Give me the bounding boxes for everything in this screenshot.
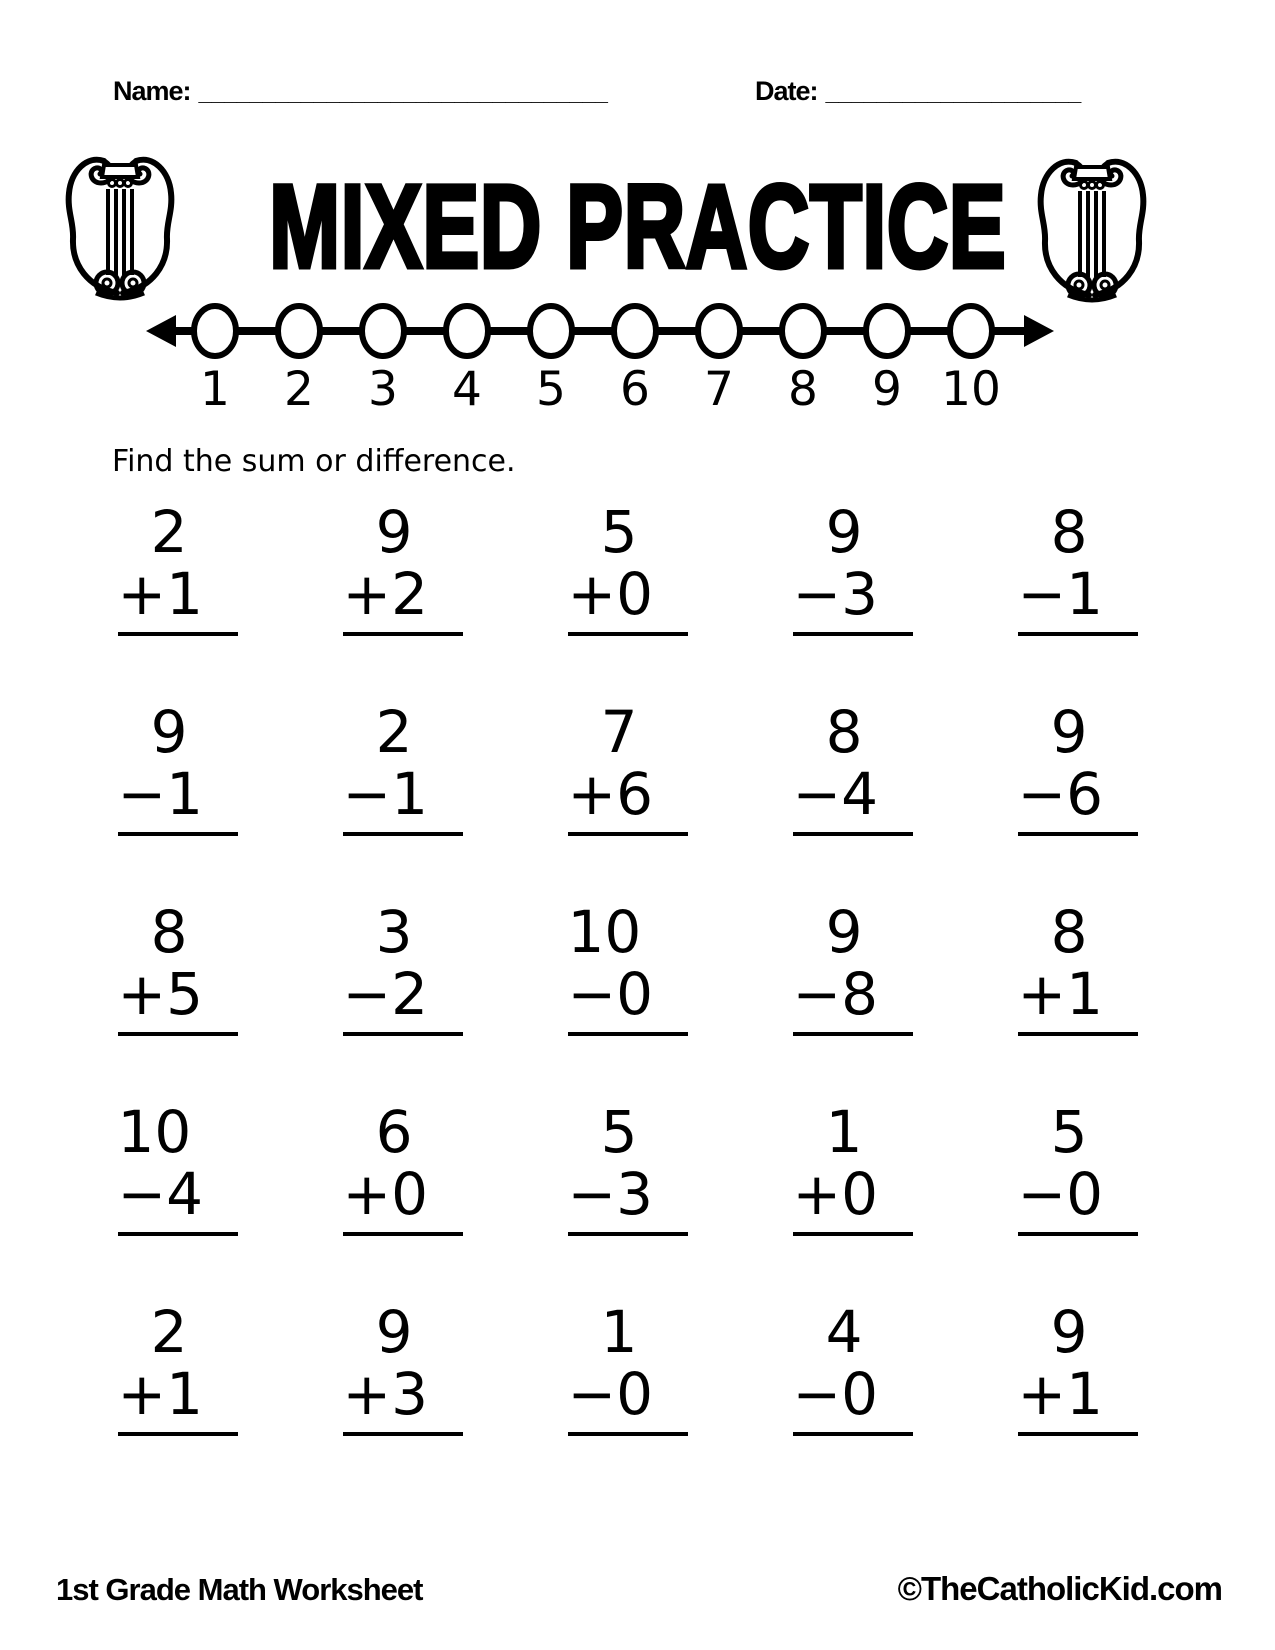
answer-line [1018,832,1138,836]
math-problem [567,698,688,903]
number-line [140,300,1090,418]
bottom-operand: 5 [166,960,204,1028]
math-problem [792,498,913,703]
operator-sign: − [567,1160,617,1228]
bottom-row [1017,960,1138,1028]
bottom-operand: 6 [1066,760,1104,828]
top-operand: 5 [600,1098,638,1166]
math-problem [792,898,913,1103]
number-line-label: 9 [872,362,902,417]
bottom-operand: 1 [166,760,204,828]
math-problem [342,1298,463,1503]
top-operand: 5 [600,498,638,566]
operator-sign: − [567,960,617,1028]
bottom-row [342,560,463,628]
answer-line [793,832,913,836]
number-line-point [950,306,992,356]
answer-line [793,1232,913,1236]
bottom-operand: 4 [841,760,879,828]
top-operand: 8 [1050,898,1088,966]
math-problem [567,1298,688,1503]
page-title [0,161,1275,293]
answer-line [118,1232,238,1236]
math-problem [117,1098,238,1303]
top-operand: 9 [375,1298,413,1366]
bottom-operand: 4 [166,1160,204,1228]
bottom-operand: 3 [391,1360,429,1428]
operator-sign: + [342,1360,392,1428]
top-operand: 9 [825,898,863,966]
bottom-operand: 0 [616,960,654,1028]
date-field [755,76,1081,107]
number-line-point [782,306,824,356]
operator-sign: − [567,1360,617,1428]
page-title-text: MIXED PRACTICE [268,161,1007,293]
top-operand: 2 [375,698,413,766]
math-problem [567,498,688,703]
bottom-row [792,1160,913,1228]
number-line-label: 2 [284,362,314,417]
operator-sign: − [117,760,167,828]
bottom-row [567,960,688,1028]
bottom-row [117,960,238,1028]
answer-line [118,1032,238,1036]
bottom-row [117,560,238,628]
math-problem [117,498,238,703]
number-line-graphic [140,300,1060,362]
top-operand: 8 [825,698,863,766]
operator-sign: + [567,760,617,828]
number-line-point [194,306,236,356]
operator-sign: − [1017,760,1067,828]
math-problem [342,698,463,903]
math-problem [1017,1298,1138,1503]
footer-worksheet-label: 1st Grade Math Worksheet [56,1572,423,1607]
answer-line [343,1232,463,1236]
math-problem [117,1298,238,1503]
bottom-row [567,1360,688,1428]
answer-line [1018,632,1138,636]
bottom-row [792,760,913,828]
top-operand: 8 [1050,498,1088,566]
operator-sign: − [792,960,842,1028]
math-problem [342,898,463,1103]
operator-sign: − [792,760,842,828]
bottom-row [1017,1360,1138,1428]
top-operand: 9 [1050,698,1088,766]
bottom-row [1017,760,1138,828]
answer-line [1018,1232,1138,1236]
top-operand: 7 [600,698,638,766]
bottom-operand: 1 [1066,560,1104,628]
bottom-row [117,1160,238,1228]
bottom-operand: 2 [391,560,429,628]
number-line-point [362,306,404,356]
operator-sign: + [342,1160,392,1228]
operator-sign: − [792,1360,842,1428]
answer-line [568,1232,688,1236]
math-problem [792,1098,913,1303]
top-operand: 8 [150,898,188,966]
top-operand: 3 [375,898,413,966]
bottom-row [342,1360,463,1428]
number-line-label: 5 [536,362,566,417]
bottom-row [792,560,913,628]
answer-line [343,832,463,836]
top-operand: 10 [567,898,642,966]
number-line-point [614,306,656,356]
operator-sign: − [342,760,392,828]
top-operand: 1 [600,1298,638,1366]
bottom-row [342,960,463,1028]
number-line-label: 3 [368,362,398,417]
name-label: Name: [113,76,191,106]
math-problem [342,498,463,703]
bottom-operand: 0 [1066,1160,1104,1228]
math-problem [117,898,238,1103]
answer-line [343,1432,463,1436]
bottom-row [792,960,913,1028]
footer-copyright: ©TheCatholicKid.com [897,1570,1222,1607]
bottom-row [1017,560,1138,628]
bottom-operand: 8 [841,960,879,1028]
top-operand: 5 [1050,1098,1088,1166]
top-operand: 9 [825,498,863,566]
answer-line [568,1032,688,1036]
operator-sign: − [342,960,392,1028]
top-operand: 9 [150,698,188,766]
bottom-operand: 1 [1066,960,1104,1028]
top-operand: 1 [825,1098,863,1166]
top-operand: 10 [117,1098,192,1166]
bottom-operand: 3 [841,560,879,628]
bottom-row [567,1160,688,1228]
top-operand: 4 [825,1298,863,1366]
operator-sign: + [117,560,167,628]
bottom-row [117,760,238,828]
number-line-point [866,306,908,356]
bottom-operand: 1 [166,560,204,628]
answer-line [568,632,688,636]
number-line-label: 8 [788,362,818,417]
name-field [113,76,608,107]
number-line-point [446,306,488,356]
top-operand: 9 [375,498,413,566]
number-line-label: 4 [452,362,482,417]
number-line-point [698,306,740,356]
answer-line [343,632,463,636]
date-label: Date: [755,76,818,106]
bottom-row [117,1360,238,1428]
number-line-label: 7 [704,362,734,417]
answer-line [343,1032,463,1036]
operator-sign: + [567,560,617,628]
bottom-operand: 0 [841,1360,879,1428]
math-problem [567,1098,688,1303]
operator-sign: − [1017,1160,1067,1228]
bottom-operand: 6 [616,760,654,828]
bottom-operand: 0 [841,1160,879,1228]
bottom-row [567,760,688,828]
answer-line [118,832,238,836]
bottom-operand: 0 [616,560,654,628]
bottom-row [1017,1160,1138,1228]
bottom-row [567,560,688,628]
top-operand: 2 [150,1298,188,1366]
number-line-label: 10 [941,362,1001,417]
answer-line [1018,1432,1138,1436]
answer-line [1018,1032,1138,1036]
operator-sign: − [1017,560,1067,628]
math-problem [342,1098,463,1303]
problems-grid [55,498,1180,1503]
bottom-operand: 1 [391,760,429,828]
bottom-operand: 0 [616,1360,654,1428]
operator-sign: + [1017,1360,1067,1428]
operator-sign: − [792,560,842,628]
answer-line [118,1432,238,1436]
number-line-label: 1 [200,362,230,417]
number-line-label: 6 [620,362,650,417]
top-operand: 6 [375,1098,413,1166]
operator-sign: + [1017,960,1067,1028]
top-operand: 9 [1050,1298,1088,1366]
bottom-operand: 0 [391,1160,429,1228]
math-problem [1017,1098,1138,1303]
math-problem [117,698,238,903]
math-problem [1017,698,1138,903]
name-blank-line: ________________________________ [198,79,608,105]
operator-sign: + [117,960,167,1028]
instruction-text: Find the sum or difference. [112,444,516,479]
operator-sign: + [342,560,392,628]
number-line-labels [140,362,1090,418]
arrow-left-icon [146,315,176,347]
bottom-operand: 3 [616,1160,654,1228]
bottom-row [792,1360,913,1428]
bottom-row [342,760,463,828]
bottom-operand: 2 [391,960,429,1028]
bottom-operand: 1 [1066,1360,1104,1428]
number-line-point [278,306,320,356]
math-problem [567,898,688,1103]
math-problem [792,1298,913,1503]
answer-line [793,1432,913,1436]
answer-line [118,632,238,636]
operator-sign: + [792,1160,842,1228]
bottom-operand: 1 [166,1360,204,1428]
arrow-right-icon [1024,315,1054,347]
answer-line [793,632,913,636]
math-problem [1017,898,1138,1103]
answer-line [568,1432,688,1436]
bottom-row [342,1160,463,1228]
operator-sign: + [117,1360,167,1428]
top-operand: 2 [150,498,188,566]
math-problem [792,698,913,903]
number-line-point [530,306,572,356]
answer-line [568,832,688,836]
date-blank-line: ____________________ [825,79,1082,105]
math-problem [1017,498,1138,703]
operator-sign: − [117,1160,167,1228]
answer-line [793,1032,913,1036]
